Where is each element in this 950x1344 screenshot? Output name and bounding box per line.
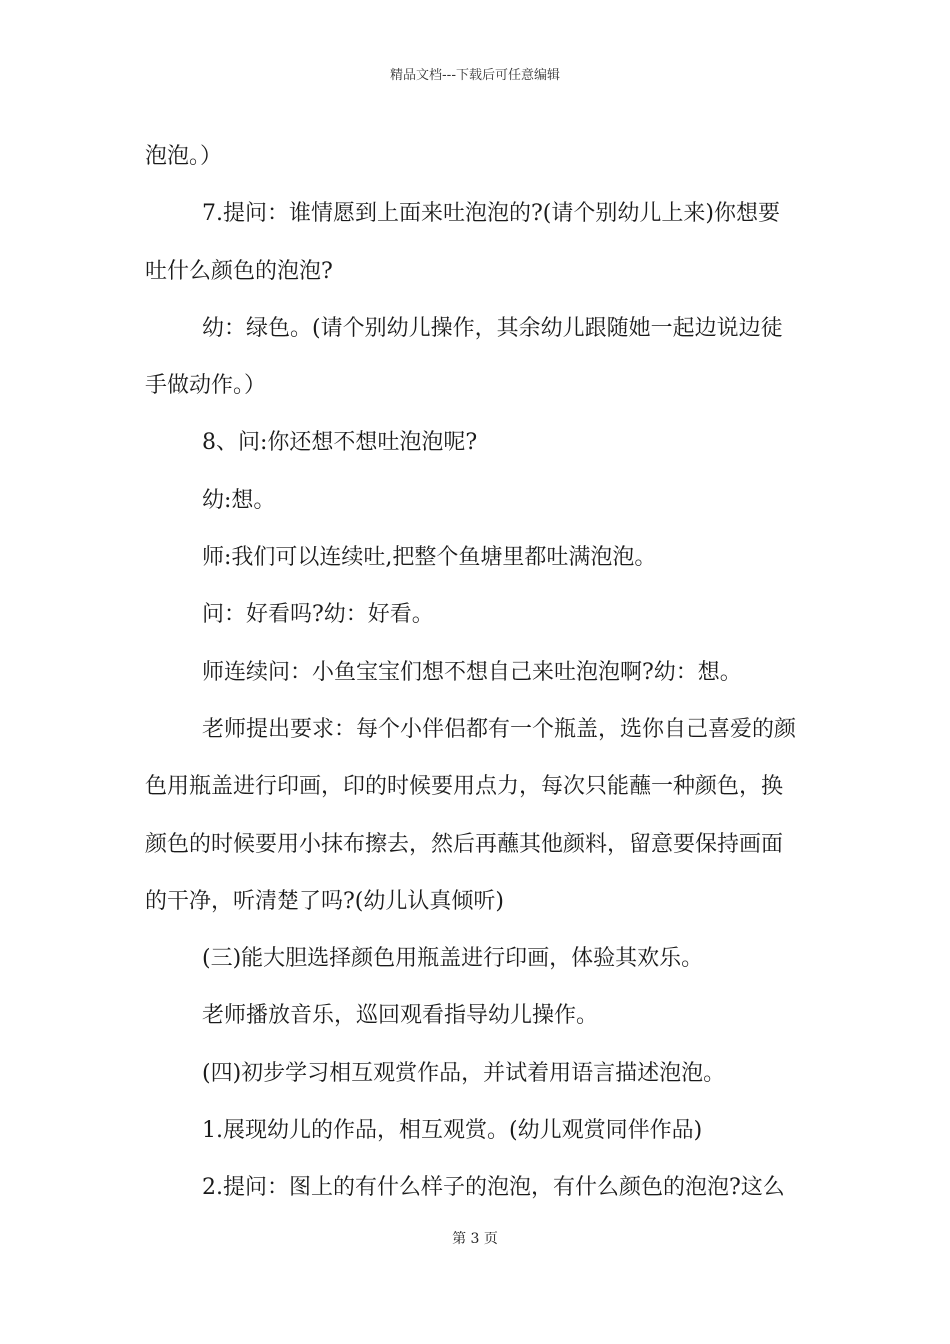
paragraph [145, 472, 810, 529]
paragraph-line: 手做动作。） [145, 373, 267, 399]
paragraph [145, 930, 810, 987]
paragraph-line: 8、问:你还想不想吐泡泡呢? [202, 430, 478, 456]
page-header: 精品文档---下载后可任意编辑 [389, 68, 561, 83]
paragraph [145, 414, 810, 471]
paragraph-line: 吐什么颜色的泡泡? [145, 258, 333, 284]
paragraph [145, 1159, 810, 1216]
paragraph [145, 1102, 810, 1159]
paragraph [145, 128, 810, 185]
paragraph-line: 1.展现幼儿的作品，相互观赏。(幼儿观赏同伴作品) [202, 1118, 703, 1144]
paragraph-line: 幼：绿色。(请个别幼儿操作，其余幼儿跟随她一起边说边徒 [202, 315, 783, 341]
paragraph [145, 644, 810, 701]
paragraph [145, 987, 810, 1044]
paragraph-line: 颜色的时候要用小抹布擦去，然后再蘸其他颜料，留意要保持画面 [145, 831, 784, 857]
paragraph-line: 色用瓶盖进行印画，印的时候要用点力，每次只能蘸一种颜色，换 [145, 774, 784, 800]
paragraph-line: (三)能大胆选择颜色用瓶盖进行印画，体验其欢乐。 [202, 946, 704, 972]
document-body [145, 128, 810, 1217]
paragraph-line: 泡泡。） [145, 144, 223, 169]
paragraph-line: 师:我们可以连续吐,把整个鱼塘里都吐满泡泡。 [202, 545, 657, 571]
paragraph-line: (四)初步学习相互观赏作品，并试着用语言描述泡泡。 [202, 1060, 726, 1086]
paragraph-line: 师连续问：小鱼宝宝们想不想自己来吐泡泡啊?幼：想。 [202, 659, 742, 685]
paragraph [145, 586, 810, 643]
paragraph-line: 幼:想。 [202, 487, 276, 513]
paragraph-line: 的干净，听清楚了吗?(幼儿认真倾听) [145, 888, 504, 914]
paragraph [145, 300, 810, 415]
paragraph [145, 701, 810, 930]
page-number: 第 3 页 [452, 1231, 498, 1247]
paragraph-line: 老师播放音乐，巡回观看指导幼儿操作。 [202, 1003, 599, 1029]
paragraph-line: 7.提问：谁情愿到上面来吐泡泡的?(请个别幼儿上来)你想要 [202, 201, 780, 227]
paragraph [145, 529, 810, 586]
paragraph-line: 2.提问：图上的有什么样子的泡泡，有什么颜色的泡泡?这么 [202, 1175, 785, 1201]
paragraph-line: 老师提出要求：每个小伴侣都有一个瓶盖，选你自己喜爱的颜 [202, 716, 797, 742]
paragraph [145, 1045, 810, 1102]
paragraph [145, 185, 810, 300]
paragraph-line: 问：好看吗?幼：好看。 [202, 602, 434, 628]
